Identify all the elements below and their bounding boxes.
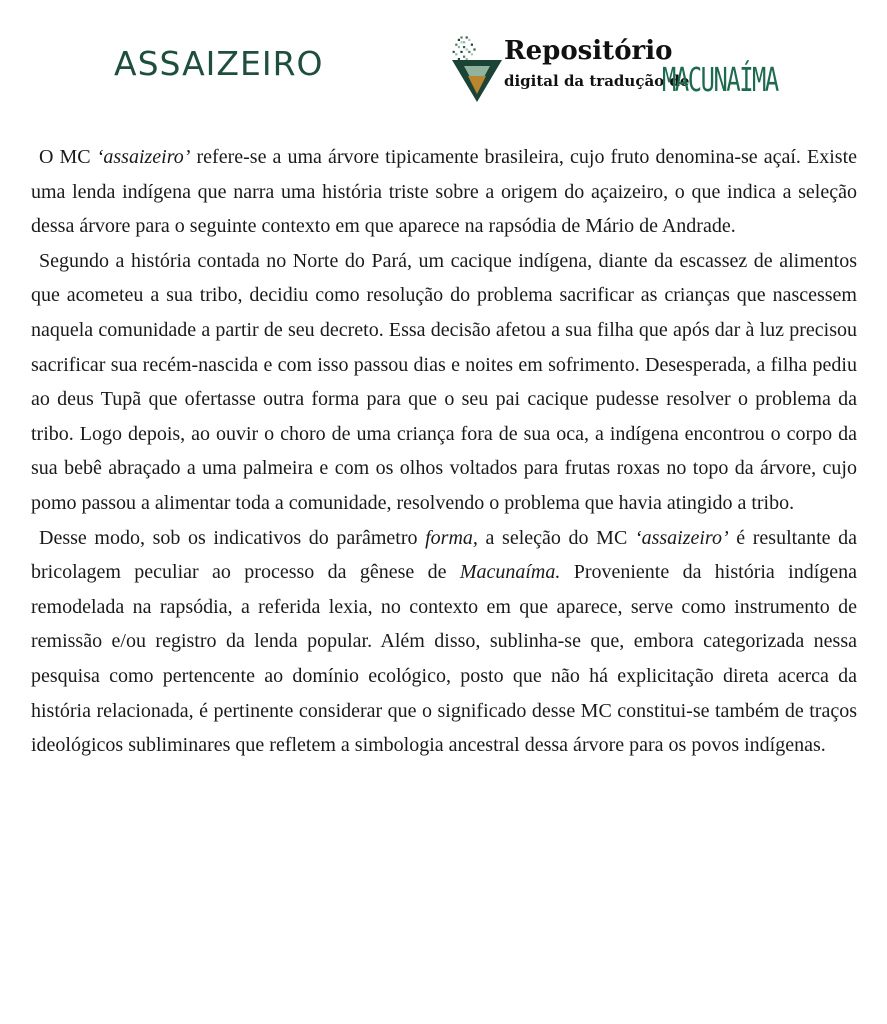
logo-title: Repositório xyxy=(504,36,673,66)
text-run: a seleção do MC xyxy=(477,526,635,549)
paragraph xyxy=(31,521,857,763)
page-title: ASSAIZEIRO xyxy=(114,44,324,83)
italic-term: forma, xyxy=(425,526,478,549)
text-run: Segundo a história contada no Norte do Pará, um cacique indígena, diante da escassez de alimentos que acometeu a sua tribo, decidiu como resolução do problema sacrificar as crianças que nascessem naquela comunidade a partir de seu decreto. Essa decisão afetou a sua filha que após dar à luz precisou sacrificar sua recém-nascida e com isso passou dias e noites em sofrimento. Desesperada, a filha pediu ao deus Tupã que ofertasse outra forma para que o seu pai cacique pudesse resolver o problema da tribo. Logo depois, ao ouvir o choro de uma criança fora de sua oca, a indígena encontrou o corpo da sua bebê abraçado a uma palmeira e com os olhos voltados para frutas roxas no topo da árvore, cujo pomo passou a alimentar toda a comunidade, resolvendo o problema que havia atingido a tribo. xyxy=(31,249,857,514)
logo-brand: MACUNAÍMA xyxy=(662,60,778,99)
text-run: refere-se a uma árvore tipicamente brasileira, cujo fruto denomina-se açaí. Existe uma lenda indígena que narra uma história triste sobre a origem do açaizeiro, o que indica a seleção dessa árvore para o seguinte contexto em que aparece na rapsódia de Mário de Andrade. xyxy=(31,146,857,238)
text-run: é resultante da bricolagem peculiar ao processo da gênese de xyxy=(31,526,858,584)
logo-subtitle: digital da tradução de xyxy=(504,72,690,90)
text-run: O MC xyxy=(39,146,97,168)
repository-logo xyxy=(446,32,806,106)
text-run: Desse modo, sob os indicativos do parâmetro xyxy=(39,526,426,549)
italic-term: Macunaíma. xyxy=(459,561,561,584)
paragraph xyxy=(31,140,857,244)
repository-mark-icon xyxy=(446,32,506,106)
text-run: Proveniente da história indígena remodelada na rapsódia, a referida lexia, no contexto em que aparece, serve como instrumento de remissão e/ou registro da lenda popular. Além disso, sublinha-se que, embora categorizada nessa pesquisa como pertencente ao domínio ecológico, posto que não há explicitação direta acerca da história relacionada, é pertinente considerar que o significado desse MC constitui-se também de traços ideológicos subliminares que refletem a simbologia ancestral dessa árvore para os povos indígenas. xyxy=(31,561,858,757)
paragraph xyxy=(31,244,857,521)
body-text xyxy=(31,140,857,763)
italic-term: ‘assaizeiro’ xyxy=(634,526,729,549)
italic-term: ‘assaizeiro’ xyxy=(96,146,191,168)
